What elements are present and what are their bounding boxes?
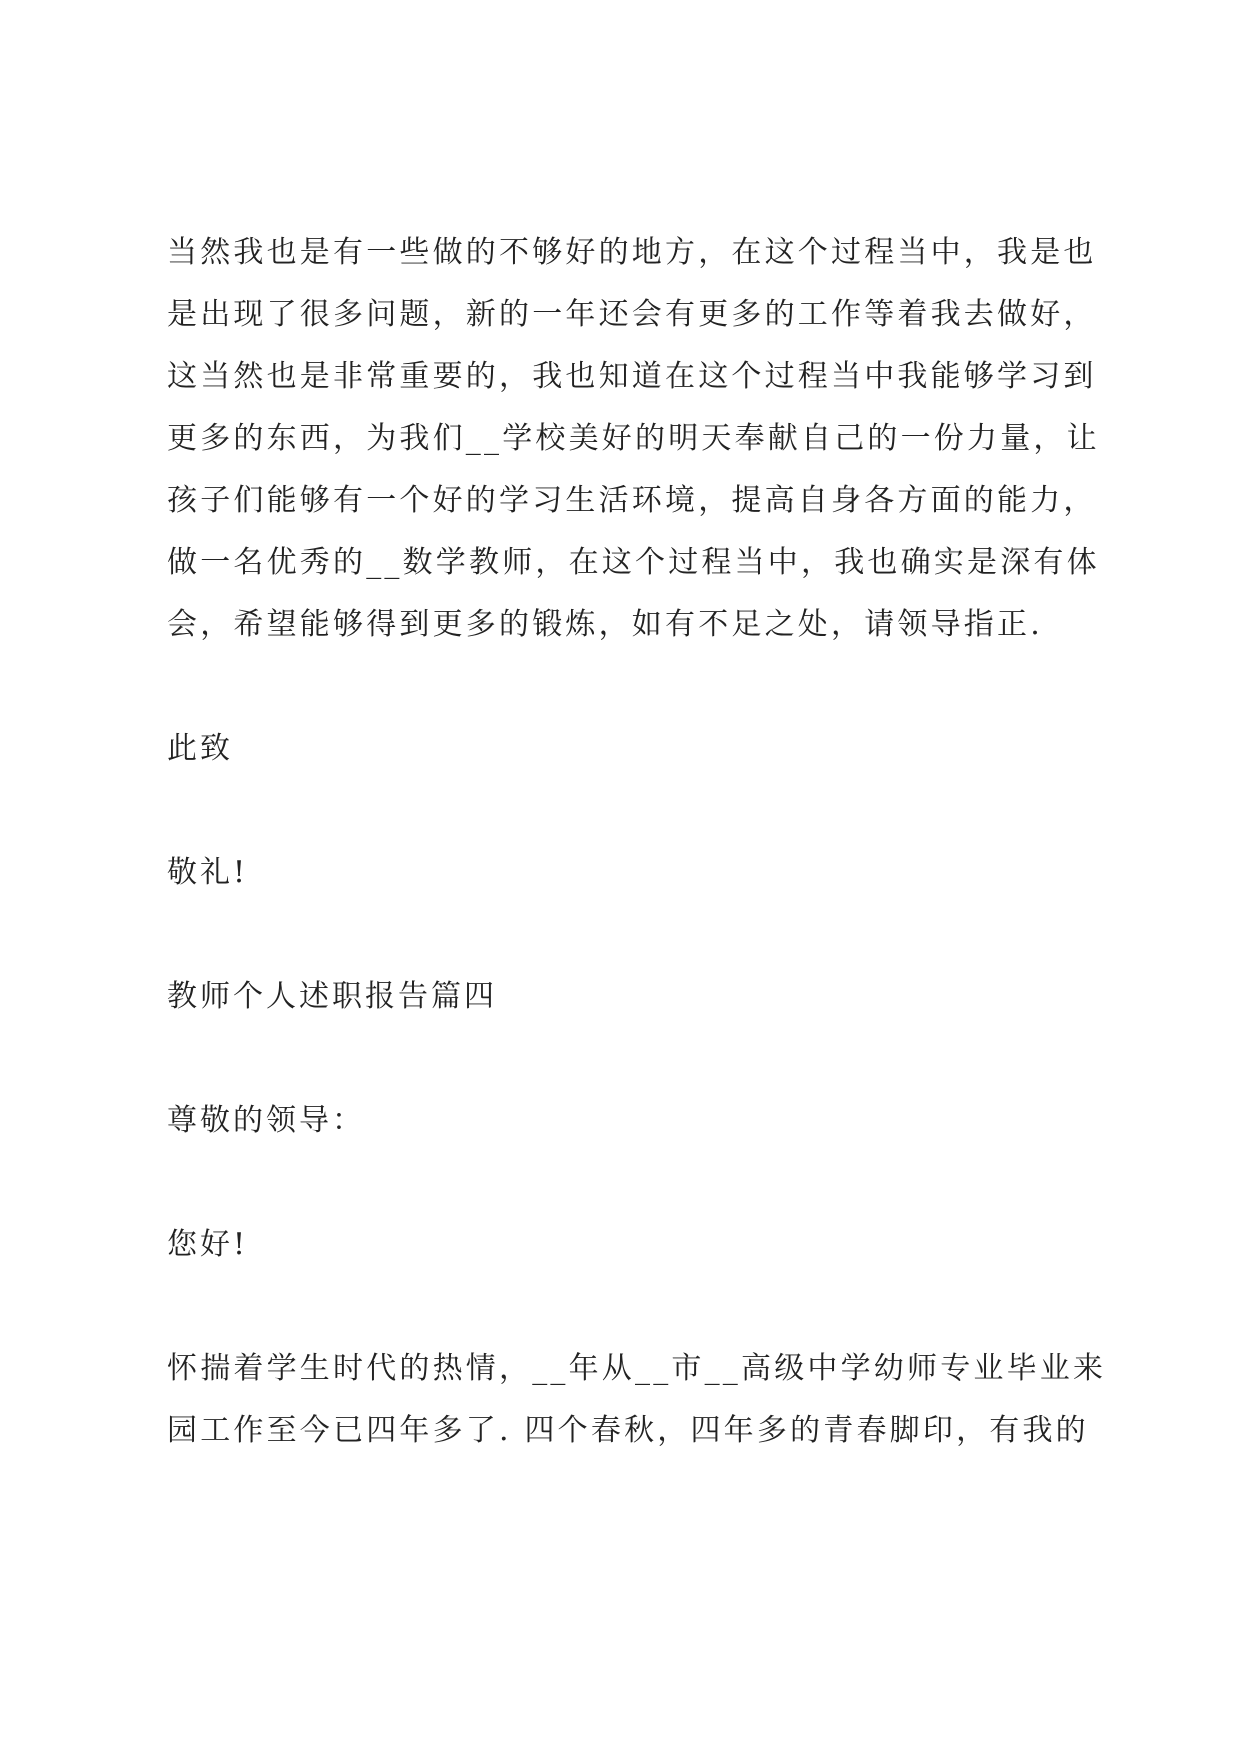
spacer [167,1152,1087,1214]
paragraph-line: 怀揣着学生时代的热情，__年从__市__高级中学幼师专业毕业来 [167,1351,1107,1386]
spacer [167,1276,1087,1338]
paragraph-line: 会，希望能够得到更多的锻炼，如有不足之处，请领导指正. [167,607,1043,642]
paragraph-line: 是出现了很多问题，新的一年还会有更多的工作等着我去做好， [167,297,1097,332]
spacer [167,656,1087,718]
greeting: 您好! [167,1227,249,1262]
closing-regards: 敬礼! [167,855,249,890]
paragraph-line: 当然我也是有一些做的不够好的地方，在这个过程当中，我是也 [167,235,1097,270]
paragraph-line: 这当然也是非常重要的，我也知道在这个过程当中我能够学习到 [167,359,1097,394]
paragraph-line: 园工作至今已四年多了. 四个春秋，四年多的青春脚印，有我的 [167,1413,1089,1448]
body-paragraph [167,222,1100,656]
closing-line: 此致 [167,731,233,766]
paragraph-line: 做一名优秀的__数学教师，在这个过程当中，我也确实是深有体 [167,545,1100,580]
body-paragraph [167,1338,1107,1462]
document-body [167,222,1107,1462]
section-title: 教师个人述职报告篇四 [167,979,497,1014]
paragraph-line: 更多的东西，为我们__学校美好的明天奉献自己的一份力量，让 [167,421,1100,456]
spacer [167,904,1087,966]
spacer [167,1028,1087,1090]
spacer [167,780,1087,842]
paragraph-line: 孩子们能够有一个好的学习生活环境，提高自身各方面的能力， [167,483,1097,518]
salutation: 尊敬的领导： [167,1103,365,1138]
